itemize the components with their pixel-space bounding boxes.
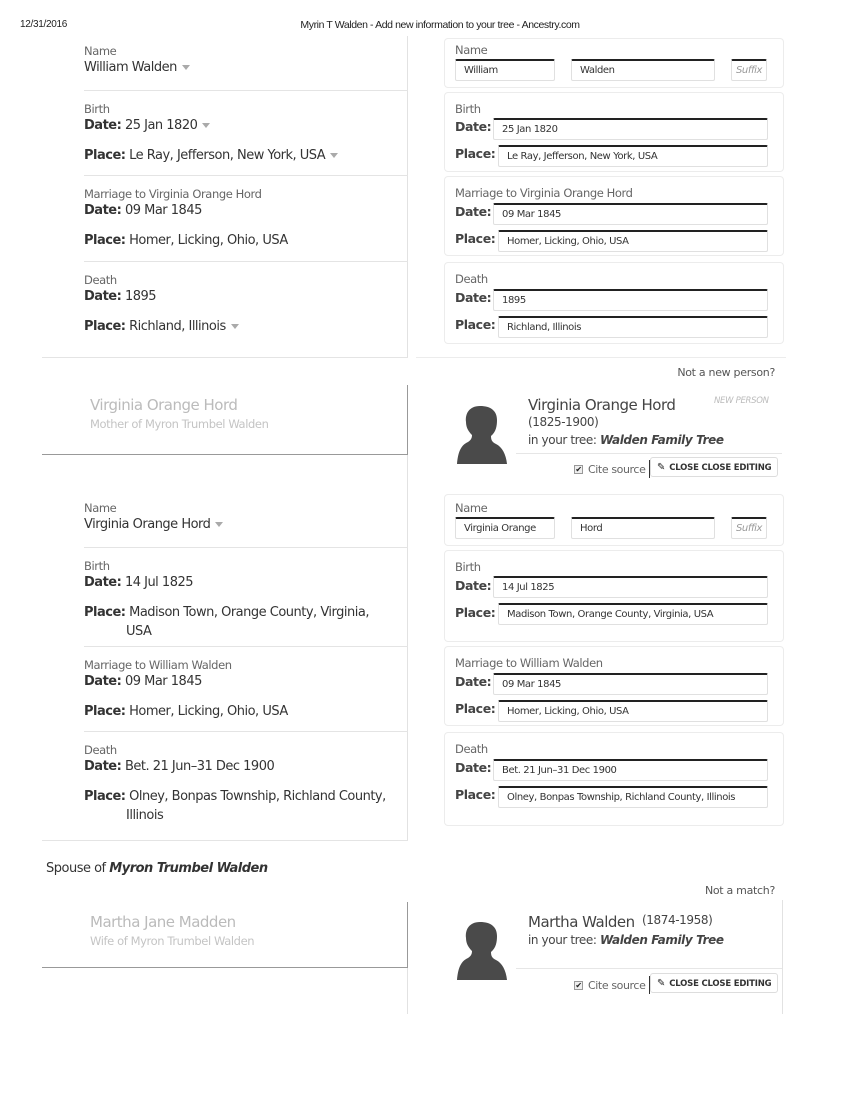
print-page-title: Myrin T Walden - Add new information to your tree - Ancestry.com [300,19,580,31]
edit-name-card [444,494,784,546]
death-date-value: Bet. 21 Jun–31 Dec 1900 [124,759,275,774]
checkbox-checked-icon[interactable]: ✔ [575,464,582,474]
divider [84,547,408,548]
record-death-date [84,289,408,304]
place-label: Place: [455,317,496,332]
cite-source-toggle[interactable] [574,976,650,994]
birth-label: Birth [455,102,481,116]
marriage-place-value: Homer, Licking, Ohio, USA [129,704,288,719]
tree-person-years: (1825-1900) [528,415,599,429]
place-label: Place: [84,605,126,620]
birth-label: Birth [455,560,481,574]
spouse-of-name: Myron Trumbel Walden [109,861,268,876]
record-person-header [42,385,408,455]
birth-place-input[interactable]: Madison Town, Orange County, Virginia, USA [498,603,768,625]
place-label: Place: [455,231,496,246]
record-spouse-name: Martha Jane Madden [90,913,236,931]
column-divider [407,968,408,1014]
caret-down-icon[interactable] [182,65,190,70]
tree-spouse-years: (1874-1958) [642,913,713,927]
date-label: Date: [84,575,122,590]
close-editing-label: CLOSE CLOSE EDITING [669,463,772,473]
edit-birth-card [444,550,784,642]
record-bottom-border [42,357,408,358]
record-marriage-place [84,231,408,250]
death-place-value: Olney, Bonpas Township, Richland County, Illinois [126,789,386,823]
death-place-value: Richland, Illinois [129,319,226,334]
caret-down-icon[interactable] [231,324,239,329]
birth-place-input[interactable]: Le Ray, Jefferson, New York, USA [498,145,768,167]
suffix-input[interactable]: Suffix [731,59,767,81]
tree-info [528,933,724,947]
record-birth-date [84,575,408,590]
spouse-prefix: Spouse of [46,861,106,876]
birth-date-value: 25 Jan 1820 [124,118,198,133]
date-label: Date: [455,119,492,134]
marriage-label: Marriage to William Walden [455,656,603,670]
divider [84,261,408,262]
edit-death-card [444,732,784,826]
record-name-section [84,44,408,75]
surname-input[interactable]: Walden [571,59,715,81]
not-a-match-link[interactable]: Not a match? [704,884,775,897]
surname-input[interactable]: Hord [571,517,715,539]
death-label: Death [455,272,488,286]
marriage-date-input[interactable]: 09 Mar 1845 [493,673,768,695]
record-marriage-date [84,674,408,689]
record-death-place [84,787,399,825]
name-label: Name [84,44,117,58]
tree-name: Walden Family Tree [599,433,724,447]
marriage-place-input[interactable]: Homer, Licking, Ohio, USA [498,230,768,252]
record-name-dropdown[interactable] [84,60,408,75]
record-bottom-border [42,840,408,841]
death-label: Death [455,742,488,756]
cite-source-label: Cite source [588,462,646,476]
date-label: Date: [84,203,122,218]
tree-prefix: in your tree: [528,433,597,447]
birth-date-value: 14 Jul 1825 [124,575,194,590]
birth-label: Birth [84,102,110,116]
record-name: William Walden [84,60,177,75]
record-death-section [84,273,408,336]
place-label: Place: [84,704,126,719]
edit-birth-card [444,92,784,172]
divider [516,968,782,969]
record-birth-section [84,559,408,641]
record-person-relation: Mother of Myron Trumbel Walden [90,417,269,431]
edit-marriage-card [444,646,784,726]
print-date: 12/31/2016 [20,19,68,30]
place-label: Place: [84,148,126,163]
place-label: Place: [455,787,496,802]
close-editing-label: CLOSE CLOSE EDITING [669,979,772,989]
date-label: Date: [84,674,122,689]
death-date-value: 1895 [124,289,157,304]
record-birth-section [84,102,408,165]
birth-label: Birth [84,559,110,573]
marriage-date-value: 09 Mar 1845 [124,674,202,689]
birth-date-input[interactable]: 14 Jul 1825 [493,576,768,598]
marriage-place-value: Homer, Licking, Ohio, USA [129,233,288,248]
marriage-label: Marriage to William Walden [84,658,232,672]
pencil-icon: ✎ [657,462,666,473]
female-silhouette-icon [456,400,508,464]
tree-person-name: Virginia Orange Hord [528,396,676,414]
tree-name: Walden Family Tree [599,933,724,947]
marriage-date-value: 09 Mar 1845 [124,203,202,218]
date-label: Date: [455,674,492,689]
record-marriage-place [84,702,408,721]
death-place-input[interactable]: Olney, Bonpas Township, Richland County, Illinois [498,786,768,808]
date-label: Date: [84,118,122,133]
checkbox-checked-icon[interactable]: ✔ [575,980,582,990]
caret-down-icon[interactable] [330,153,338,158]
given-name-input[interactable]: William [455,59,555,81]
name-label: Name [455,501,488,515]
place-label: Place: [455,146,496,161]
divider [84,731,408,732]
death-place-input[interactable]: Richland, Illinois [498,316,768,338]
suffix-input[interactable]: Suffix [731,517,767,539]
date-label: Date: [455,204,492,219]
record-marriage-section [84,187,408,250]
death-label: Death [84,273,117,287]
record-death-date [84,759,408,774]
death-label: Death [84,743,117,757]
birth-place-value: Madison Town, Orange County, Virginia, USA [126,605,369,639]
place-label: Place: [84,233,126,248]
record-marriage-date [84,203,408,218]
birth-place-value: Le Ray, Jefferson, New York, USA [129,148,326,163]
death-date-input[interactable]: 1895 [493,289,768,311]
record-death-section [84,743,408,825]
edit-marriage-card [444,176,784,256]
spouse-section-heading [46,861,268,876]
name-label: Name [84,501,117,515]
marriage-date-input[interactable]: 09 Mar 1845 [493,203,768,225]
record-birth-place [84,603,384,641]
date-label: Date: [455,760,492,775]
record-death-place[interactable] [84,317,408,336]
tree-spouse-name: Martha Walden [528,913,635,931]
tree-info [528,433,724,447]
card-bottom-border [416,357,786,358]
card-right-border [782,900,783,1014]
birth-date-input[interactable]: 25 Jan 1820 [493,118,768,140]
date-label: Date: [84,759,122,774]
new-person-badge: NEW PERSON [714,396,769,406]
record-name-dropdown[interactable] [84,517,408,532]
pencil-icon: ✎ [657,978,666,989]
divider [84,90,408,91]
record-marriage-section [84,658,408,721]
record-spouse-relation: Wife of Myron Trumbel Walden [90,934,255,948]
divider [84,175,408,176]
place-label: Place: [84,319,126,334]
close-editing-button[interactable] [650,457,778,477]
record-spouse-header [42,902,408,968]
divider [84,646,408,647]
not-a-new-person-link[interactable]: Not a new person? [677,366,775,379]
record-name: Virginia Orange Hord [84,517,211,532]
death-date-input[interactable]: Bet. 21 Jun–31 Dec 1900 [493,759,768,781]
record-name-section [84,501,408,532]
date-label: Date: [455,290,492,305]
date-label: Date: [455,578,492,593]
place-label: Place: [84,789,126,804]
female-silhouette-icon [456,916,508,980]
marriage-place-input[interactable]: Homer, Licking, Ohio, USA [498,700,768,722]
place-label: Place: [455,605,496,620]
name-label: Name [455,43,488,57]
place-label: Place: [455,701,496,716]
edit-death-card [444,262,784,344]
caret-down-icon[interactable] [202,123,210,128]
record-birth-place[interactable] [84,146,408,165]
record-birth-date[interactable] [84,118,408,133]
cite-source-toggle[interactable] [574,460,650,478]
cite-source-label: Cite source [588,978,646,992]
tree-prefix: in your tree: [528,933,597,947]
date-label: Date: [84,289,122,304]
marriage-label: Marriage to Virginia Orange Hord [455,186,633,200]
close-editing-button[interactable] [650,973,778,993]
marriage-label: Marriage to Virginia Orange Hord [84,187,262,201]
edit-name-card [444,38,784,88]
given-name-input[interactable]: Virginia Orange [455,517,555,539]
caret-down-icon[interactable] [215,522,223,527]
record-person-name: Virginia Orange Hord [90,396,238,414]
divider [516,453,782,454]
